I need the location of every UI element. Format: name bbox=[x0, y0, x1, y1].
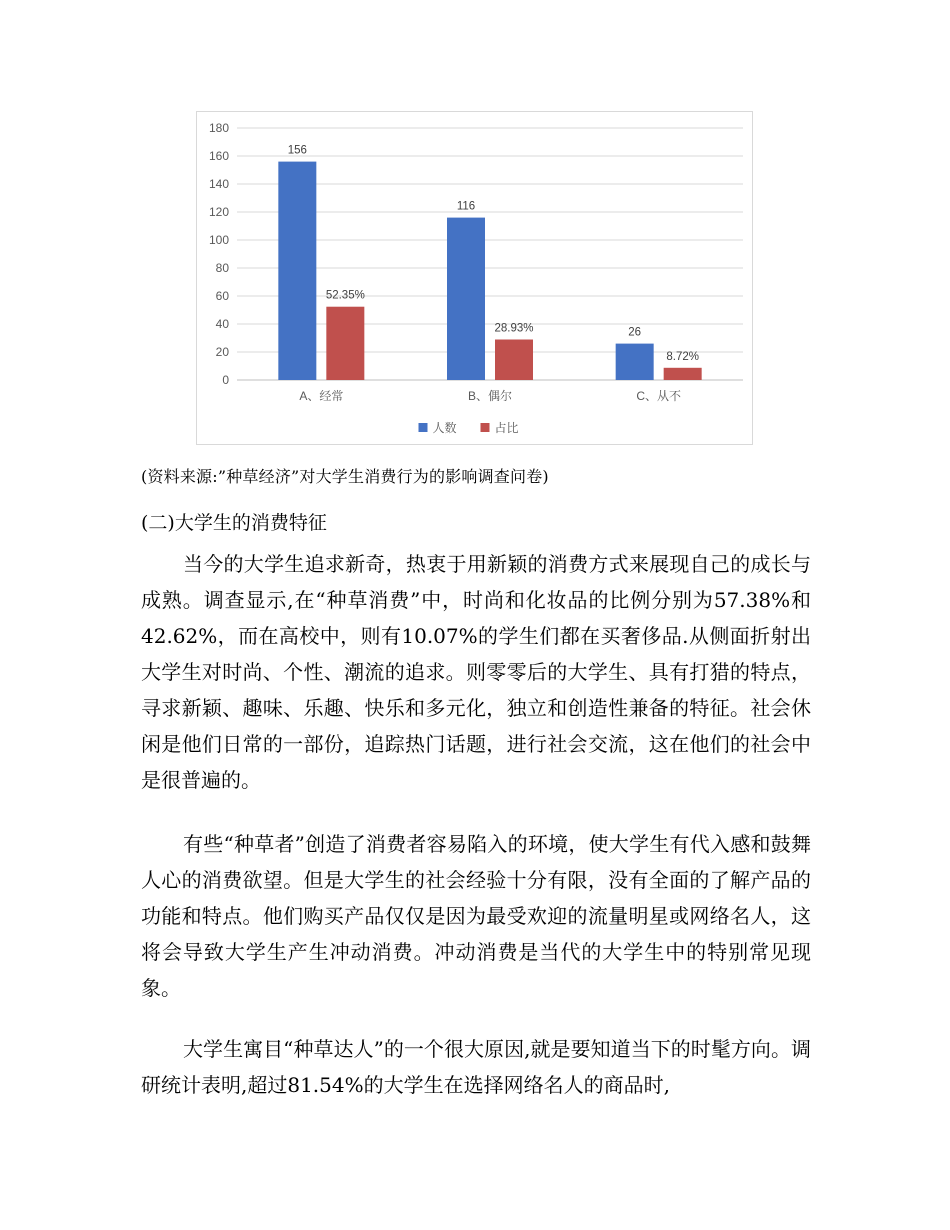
bar-data-label: 8.72% bbox=[666, 350, 699, 363]
body-paragraph-1: 当今的大学生追求新奇，热衷于用新颖的消费方式来展现自己的成长与成熟。调查显示,在“种草消费”中，时尚和化妆品的比例分别为57.38%和42.62%，而在高校中，则有10.07%的学生们都在买奢侈品.从侧面折射出大学生对时尚、个性、潮流的追求。则零零后的大学生、具有打猎的特点，寻求新颖、趣味、乐趣、快乐和多元化，独立和创造性兼备的特征。社会休闲是他们日常的一部份，追踪热门话题，进行社会交流，这在他们的社会中是很普遍的。 bbox=[141, 552, 811, 792]
y-tick-label: 180 bbox=[208, 121, 229, 135]
body-paragraph-2: 有些“种草者”创造了消费者容易陷入的环境，使大学生有代入感和鼓舞人心的消费欲望。但是大学生的社会经验十分有限，没有全面的了解产品的功能和特点。他们购买产品仅仅是因为最受欢迎的流量明星或网络名人，这将会导致大学生产生冲动消费。冲动消费是当代的大学生中的特别常见现象。 bbox=[141, 832, 811, 1000]
y-tick-label: 100 bbox=[208, 233, 229, 247]
y-tick-label: 80 bbox=[215, 261, 229, 275]
bar bbox=[447, 218, 485, 380]
y-tick-label: 140 bbox=[208, 177, 229, 191]
y-tick-label: 160 bbox=[208, 149, 229, 163]
bar-data-label: 28.93% bbox=[494, 322, 534, 335]
x-category-label: C、从不 bbox=[636, 389, 682, 403]
legend-swatch bbox=[419, 423, 428, 432]
y-tick-label: 60 bbox=[215, 289, 229, 303]
bar-data-label: 156 bbox=[287, 144, 307, 157]
bar bbox=[326, 307, 364, 380]
bar bbox=[664, 368, 702, 380]
x-category-label: A、经常 bbox=[299, 389, 344, 403]
body-paragraph-3: 大学生寓目“种草达人”的一个很大原因,就是要知道当下的时髦方向。调研统计表明,超过81.54%的大学生在选择网络名人的商品时, bbox=[141, 1037, 811, 1097]
bar bbox=[616, 344, 654, 380]
survey-bar-chart bbox=[196, 111, 753, 445]
bar-data-label: 116 bbox=[456, 200, 476, 213]
legend-label: 人数 bbox=[432, 421, 457, 435]
y-tick-label: 0 bbox=[222, 373, 229, 387]
legend-swatch bbox=[481, 423, 490, 432]
x-category-label: B、偶尔 bbox=[467, 389, 513, 403]
y-tick-label: 20 bbox=[215, 345, 229, 359]
chart-source-caption: (资料来源:”种草经济”对大学生消费行为的影响调查问卷) bbox=[141, 467, 549, 486]
chart-canvas bbox=[197, 112, 754, 446]
bar bbox=[278, 162, 316, 380]
bar-data-label: 52.35% bbox=[325, 289, 365, 302]
bar bbox=[495, 339, 533, 380]
bar-data-label: 26 bbox=[628, 326, 642, 339]
legend-label: 占比 bbox=[494, 421, 519, 435]
section-heading: (二)大学生的消费特征 bbox=[141, 512, 327, 534]
y-tick-label: 120 bbox=[208, 205, 229, 219]
y-tick-label: 40 bbox=[215, 317, 229, 331]
